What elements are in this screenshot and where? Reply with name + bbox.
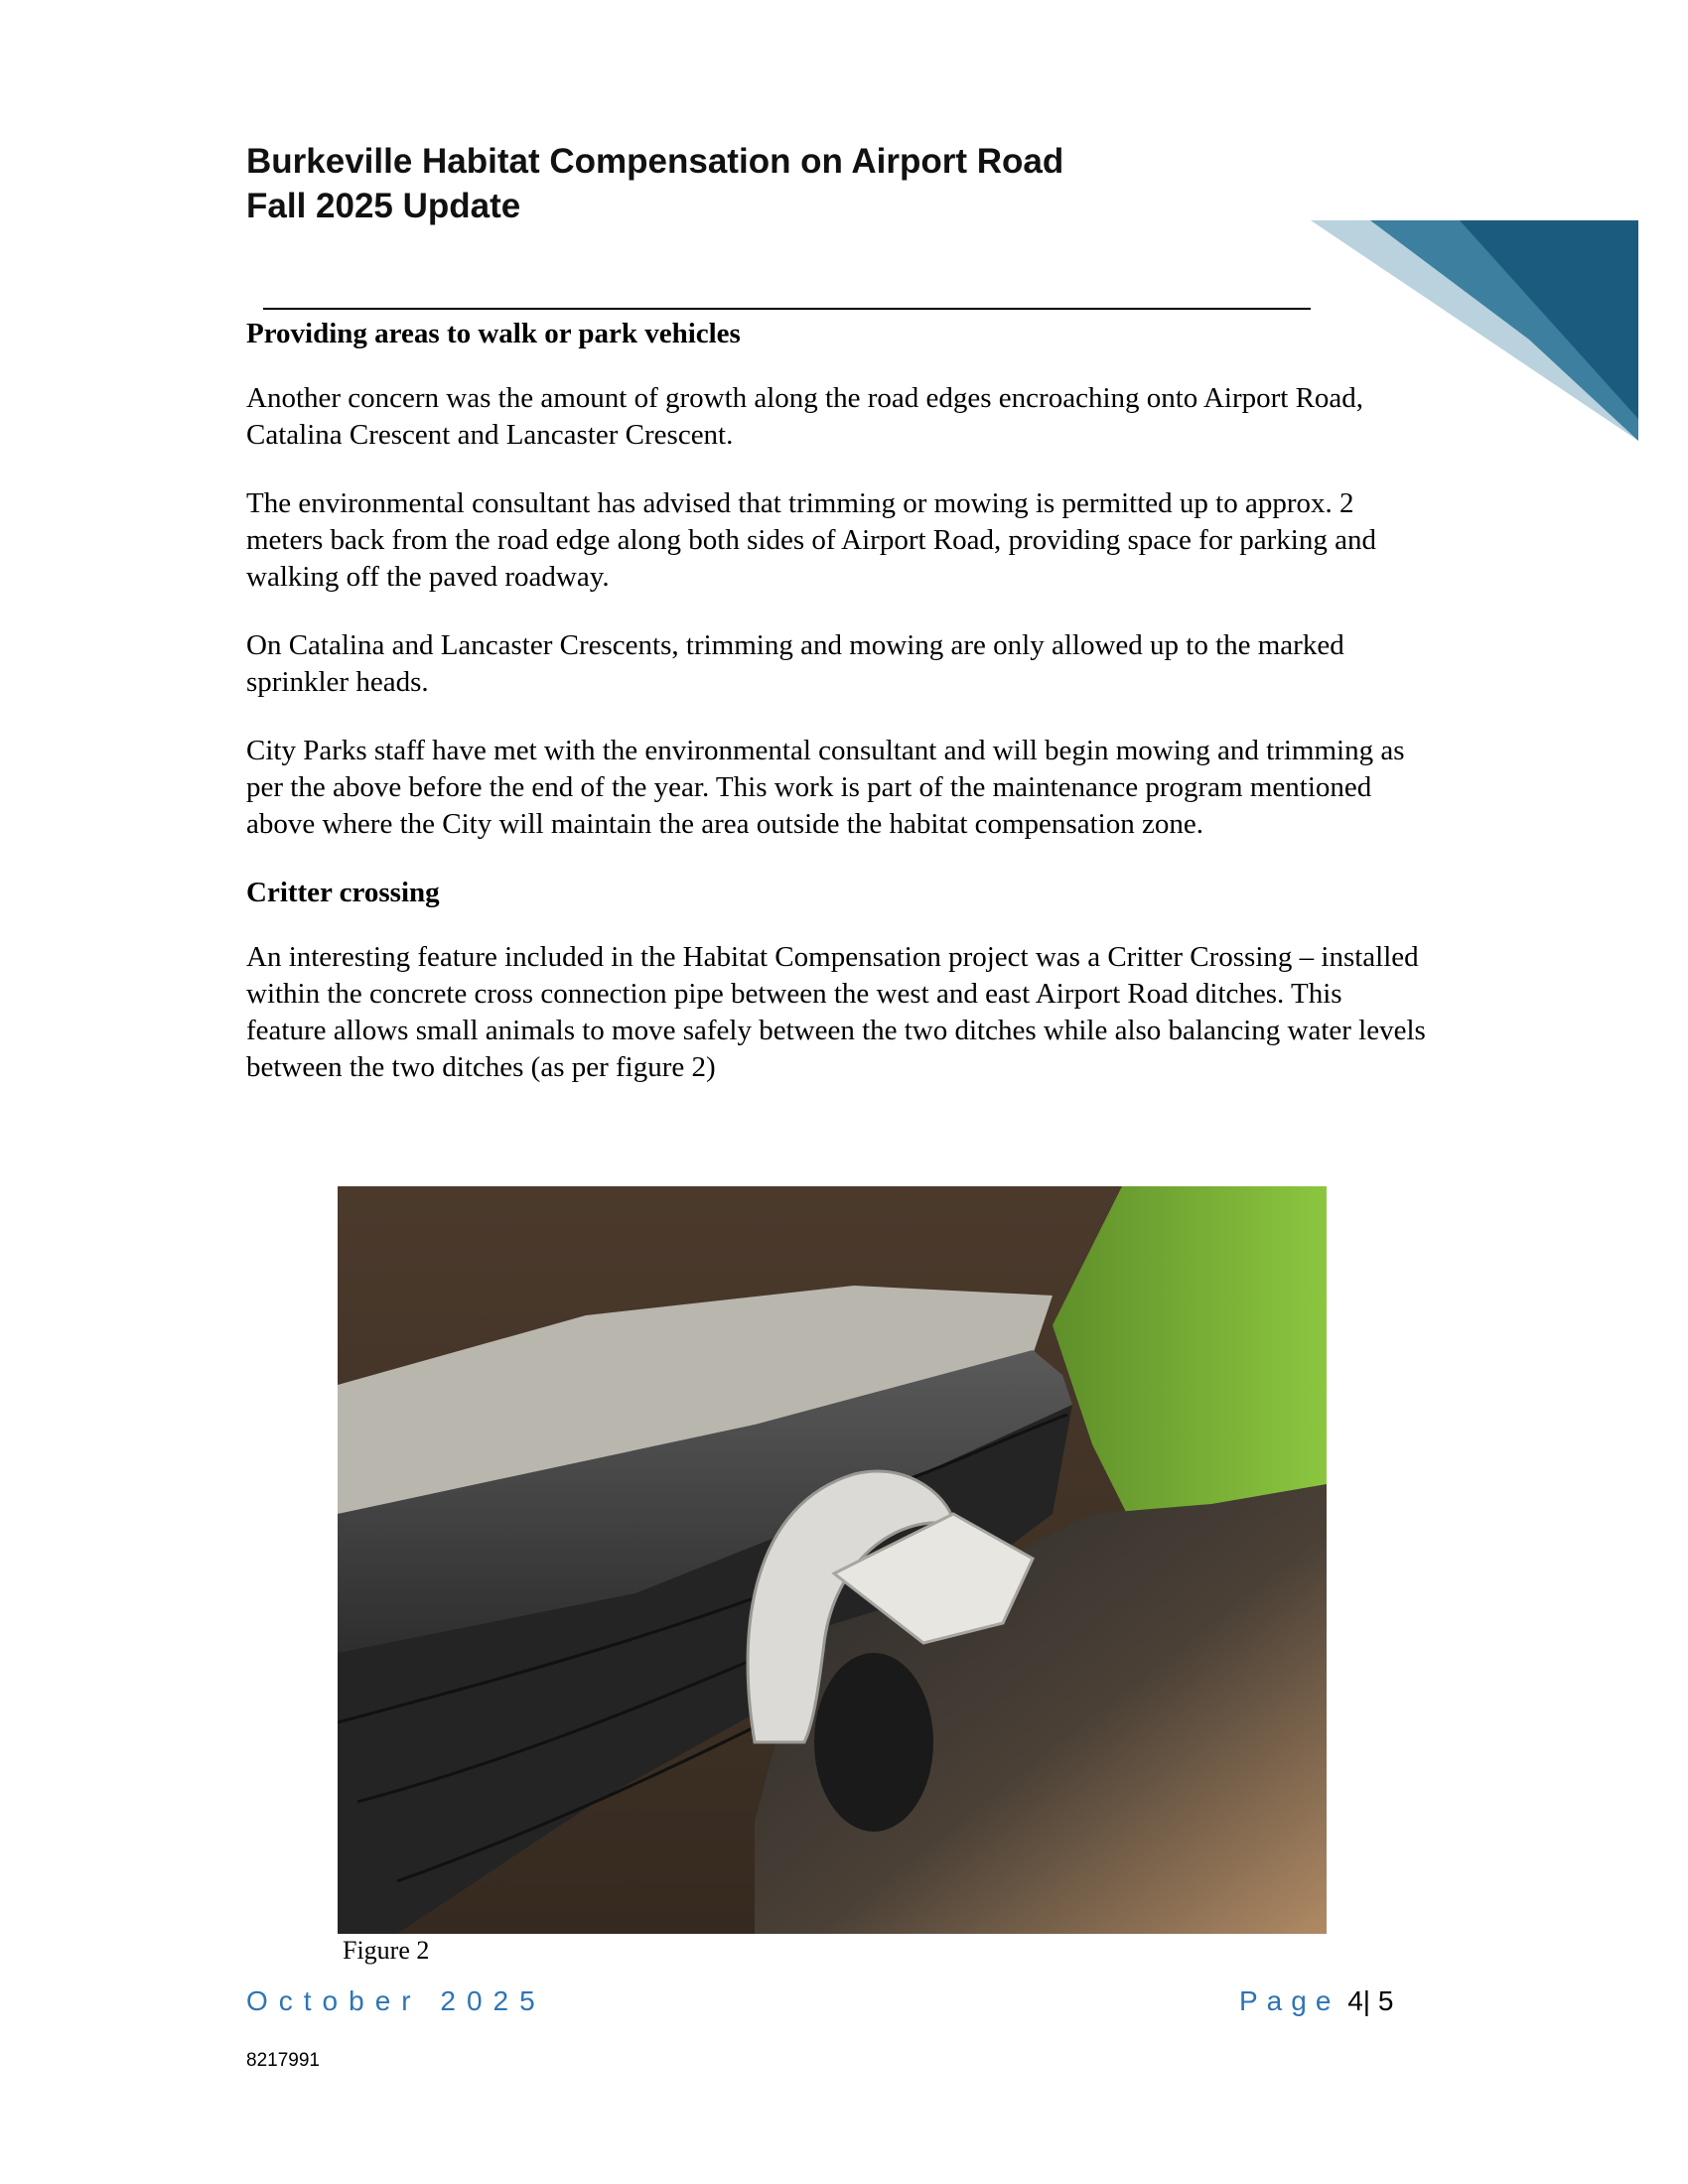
- page-separator: |: [1362, 1985, 1371, 2016]
- paragraph: On Catalina and Lancaster Crescents, trimming and mowing are only allowed up to the marked sprinkler heads.: [246, 629, 1344, 698]
- footer-page-number: [1239, 1985, 1393, 2017]
- section-heading-critter-crossing: Critter crossing: [246, 877, 440, 908]
- page-current: 4: [1347, 1985, 1363, 2016]
- figure-caption: Figure 2: [343, 1936, 430, 1965]
- document-id: 8217991: [246, 2050, 320, 2071]
- section-heading-parking: Providing areas to walk or park vehicles: [246, 318, 741, 349]
- pipe-opening: [814, 1653, 933, 1832]
- page-total: 5: [1377, 1985, 1394, 2016]
- paragraph: Another concern was the amount of growth along the road edges encroaching onto Airport Road, Catalina Crescent and Lancaster Crescent.: [246, 382, 1364, 451]
- paragraph: City Parks staff have met with the environmental consultant and will begin mowing and trimming as per the above before the end of the year. This work is part of the maintenance program mentioned above where the City will maintain the area outside the habitat compensation zone.: [246, 735, 1405, 840]
- title-line-2: Fall 2025 Update: [246, 187, 521, 225]
- critter-crossing-illustration: [338, 1186, 1327, 1934]
- header-divider: [263, 308, 1311, 310]
- paragraph: The environmental consultant has advised that trimming or mowing is permitted up to approx. 2 meters back from the road edge along both sides of Airport Road, providing space for parking and walking off the paved roadway.: [246, 487, 1376, 593]
- title-line-1: Burkeville Habitat Compensation on Airport Road: [246, 142, 1064, 181]
- figure-2-photo: [338, 1186, 1327, 1934]
- page-label: Page: [1239, 1985, 1340, 2016]
- paragraph: An interesting feature included in the Habitat Compensation project was a Critter Crossing – installed within the concrete cross connection pipe between the west and east Airport Road ditches. This feature allows small animals to move safely between the two ditches while also balancing water levels between the two ditches (as per figure 2): [246, 941, 1426, 1083]
- footer-date: October 2025: [246, 1985, 546, 2016]
- document-title: [246, 139, 1338, 228]
- main-content: [246, 316, 1428, 1118]
